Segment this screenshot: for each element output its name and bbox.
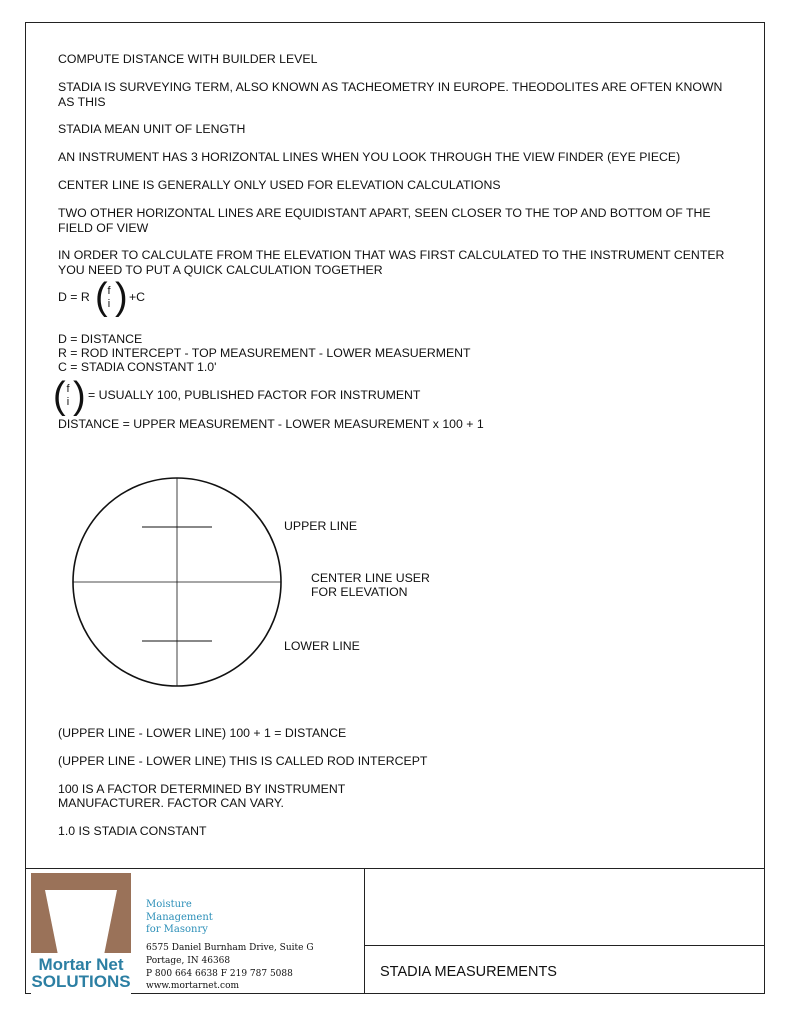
note-stadia-unit: STADIA MEAN UNIT OF LENGTH <box>58 122 246 136</box>
stadia-reticle-diagram <box>65 472 295 692</box>
note-compute-distance: COMPUTE DISTANCE WITH BUILDER LEVEL <box>58 52 318 66</box>
definition-rod-intercept: R = ROD INTERCEPT - TOP MEASUREMENT - LOWER MEASUERMENT <box>58 346 471 360</box>
formula-lhs: D = R <box>58 290 90 304</box>
note-center-line: CENTER LINE IS GENERALLY ONLY USED FOR ELEVATION CALCULATIONS <box>58 178 501 192</box>
address-street: 6575 Daniel Burnham Drive, Suite G <box>146 943 314 953</box>
tagline-line-1: Moisture <box>146 899 192 910</box>
distance-formula: DISTANCE = UPPER MEASUREMENT - LOWER MEASUREMENT x 100 + 1 <box>58 417 484 431</box>
factor-text: = USUALLY 100, PUBLISHED FACTOR FOR INSTRUMENT <box>88 388 421 402</box>
note-horizontal-lines: AN INSTRUMENT HAS 3 HORIZONTAL LINES WHEN YOU LOOK THROUGH THE VIEW FINDER (EYE PIECE) <box>58 150 681 164</box>
factor-open-paren: ( <box>53 375 66 417</box>
formula-open-paren: ( <box>95 276 108 318</box>
note-equidistant-lines: TWO OTHER HORIZONTAL LINES ARE EQUIDISTANT APART, SEEN CLOSER TO THE TOP AND BOTTOM OF THE FIELD OF VIEW <box>58 206 711 235</box>
formula-numerator: f <box>107 285 111 297</box>
lower-line-label: LOWER LINE <box>284 639 360 653</box>
address-phone: P 800 664 6638 F 219 787 5088 <box>146 968 293 979</box>
logo-text-mortar-net: Mortar Net <box>38 955 124 974</box>
definition-stadia-constant: C = STADIA CONSTANT 1.0' <box>58 360 217 374</box>
upper-line-label: UPPER LINE <box>284 519 358 533</box>
tagline-line-2: Management <box>146 911 213 923</box>
formula-denominator: i <box>107 298 111 310</box>
sheet-title: STADIA MEASUREMENTS <box>380 964 557 980</box>
factor-close-paren: ) <box>73 375 86 417</box>
logo-text-solutions: SOLUTIONS <box>31 972 131 991</box>
note-calculation: IN ORDER TO CALCULATE FROM THE ELEVATION THAT WAS FIRST CALCULATED TO THE INSTRUMENT CENTER YOU NEED TO PUT A QUICK CALCULATION TOGETHER <box>58 248 725 277</box>
footnote-factor-2: MANUFACTURER. FACTOR CAN VARY. <box>58 796 284 810</box>
company-tagline <box>146 899 213 937</box>
company-address <box>146 942 314 993</box>
footnote-distance: (UPPER LINE - LOWER LINE) 100 + 1 = DISTANCE <box>58 726 347 740</box>
note-stadia-definition: STADIA IS SURVEYING TERM, ALSO KNOWN AS TACHEOMETRY IN EUROPE. THEODOLITES ARE OFTEN KNOWN AS THIS <box>58 80 723 109</box>
footnote-stadia-constant: 1.0 IS STADIA CONSTANT <box>58 824 207 838</box>
title-block-top-border <box>25 868 765 869</box>
address-website: www.mortarnet.com <box>146 981 240 992</box>
footnote-rod-intercept: (UPPER LINE - LOWER LINE) THIS IS CALLED ROD INTERCEPT <box>58 754 428 768</box>
definition-distance: D = DISTANCE <box>58 332 143 346</box>
address-city: Portage, IN 46368 <box>146 955 231 966</box>
factor-numerator: f <box>66 383 70 395</box>
footnote-factor-1: 100 IS A FACTOR DETERMINED BY INSTRUMENT <box>58 782 346 796</box>
tagline-line-3: for Masonry <box>146 924 208 935</box>
factor-denominator: i <box>66 396 70 408</box>
center-line-label-2: FOR ELEVATION <box>311 585 408 599</box>
formula-close-paren: ) <box>115 276 128 318</box>
title-block-row-divider <box>364 945 765 946</box>
title-block-divider <box>364 868 365 994</box>
formula-rhs: +C <box>129 290 146 304</box>
center-line-label-1: CENTER LINE USER <box>311 571 430 585</box>
